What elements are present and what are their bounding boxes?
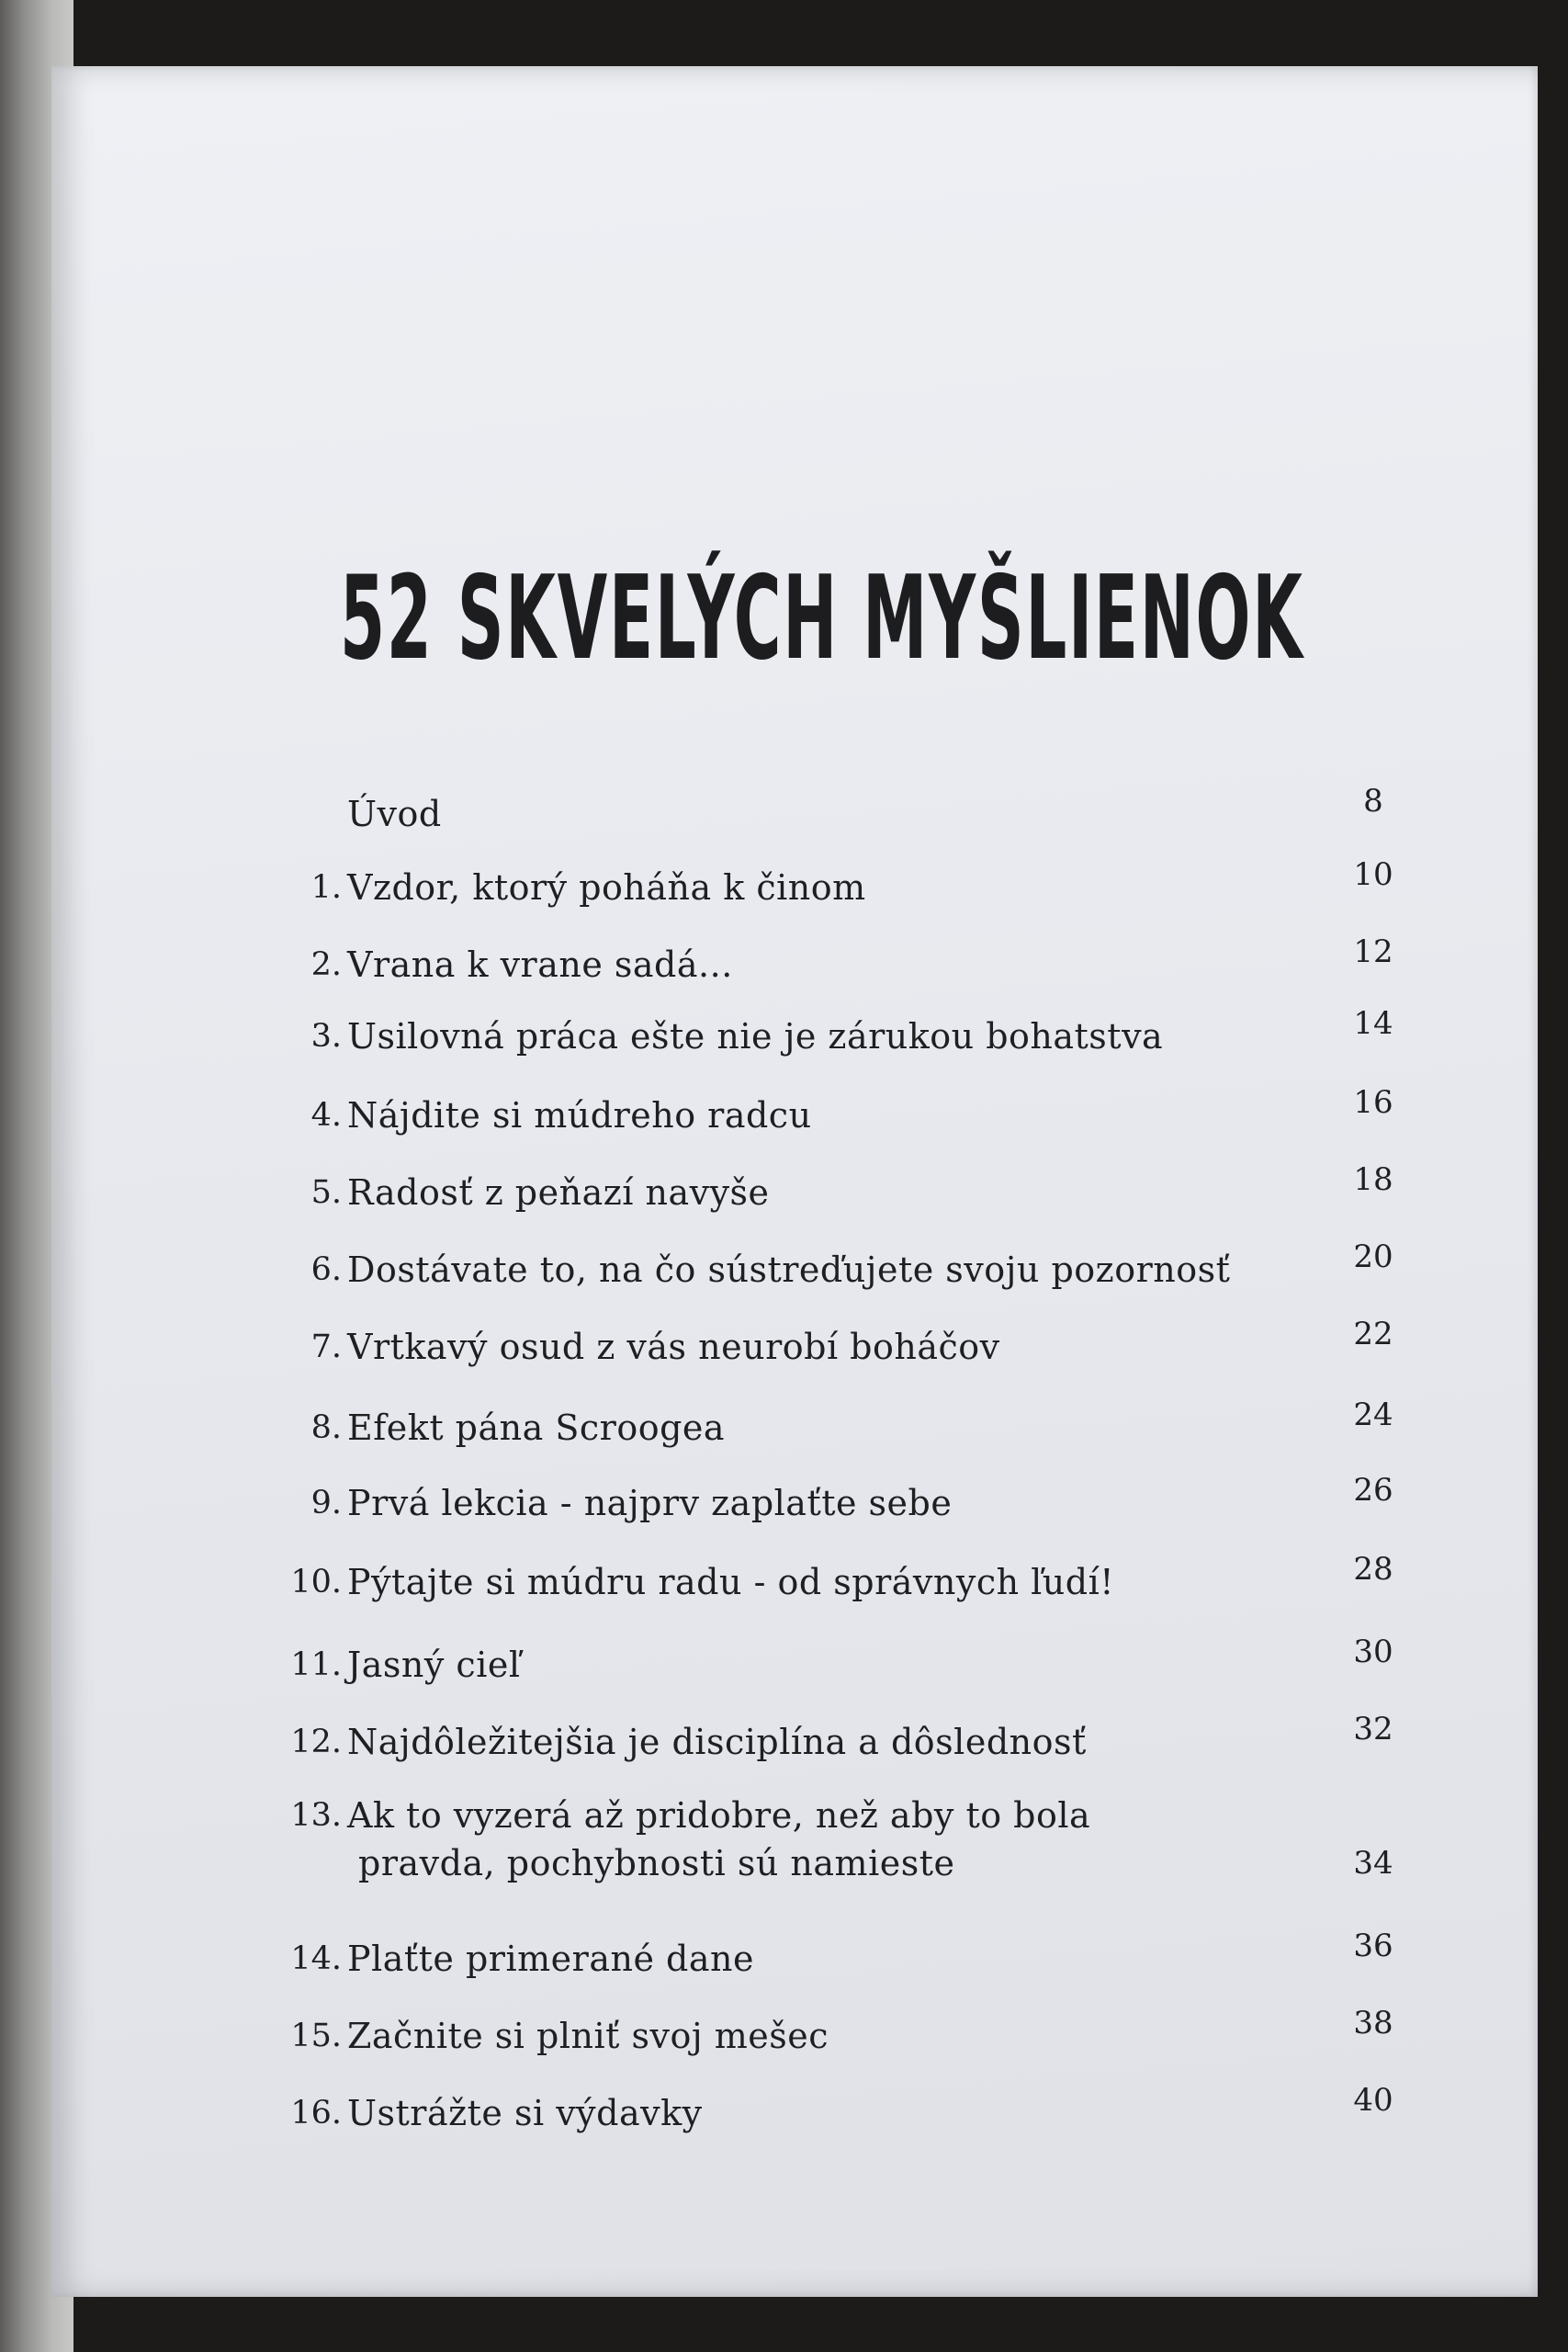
toc-entry [0,1084,1568,1143]
toc-entry [0,783,1568,842]
toc-entry-number: 14. [290,1940,342,1977]
toc-entry [0,1316,1568,1374]
toc-entry [0,933,1568,992]
toc-entry-title: Usilovná práca ešte nie je zárukou bohatstva [347,1016,1164,1057]
toc-entry-page: 12 [1353,933,1393,970]
toc-entry-title: Ustrážte si výdavky [347,2093,703,2133]
toc-entry-page: 38 [1353,2005,1393,2041]
toc-entry [0,856,1568,915]
toc-entry-title: Ak to vyzerá až pridobre, než aby to bola [347,1795,1091,1836]
toc-entry [0,1788,1568,1883]
toc-entry [0,1634,1568,1692]
toc-entry-title: Pýtajte si múdru radu - od správnych ľudí! [347,1562,1115,1602]
toc-entry-number: 9. [310,1485,342,1521]
toc-entry-title: Efekt pána Scroogea [347,1408,726,1448]
toc-entry-title-continued: pravda, pochybnosti sú namieste [358,1843,955,1883]
toc-entry-page: 20 [1353,1238,1393,1275]
toc-entry-number: 12. [290,1724,342,1760]
toc-entry-page: 8 [1363,783,1383,820]
toc-entry [0,1005,1568,1064]
toc-entry-page: 26 [1353,1472,1393,1509]
toc-entry-page: 40 [1353,2082,1393,2119]
toc-entry-title: Radosť z peňazí navyše [347,1172,770,1213]
toc-entry-page: 22 [1353,1316,1393,1352]
toc-entry-page: 28 [1353,1551,1393,1588]
toc-entry-number: 8. [310,1409,342,1446]
toc-entry-page: 36 [1353,1928,1393,1964]
toc-entry-title: Vrana k vrane sadá... [347,944,733,985]
toc-entry-title: Nájdite si múdreho radcu [347,1095,812,1136]
toc-entry-number: 16. [290,2095,342,2132]
toc-entry [0,1472,1568,1531]
toc-entry [0,1238,1568,1297]
toc-entry-title: Plaťte primerané dane [347,1939,754,1979]
toc-entry-number: 6. [310,1251,342,1288]
toc-entry-title: Prvá lekcia - najprv zaplaťte sebe [347,1483,953,1523]
page-title: 52 SKVELÝCH MYŠLIENOK [340,550,1304,685]
toc-entry-title: Dostávate to, na čo sústreďujete svoju pozornosť [347,1250,1231,1290]
toc-entry-page: 34 [1353,1845,1393,1882]
toc-entry-title: Najdôležitejšia je disciplína a dôslednosť [347,1722,1087,1762]
toc-entry [0,1551,1568,1610]
toc-entry [0,2005,1568,2064]
toc-entry-number: 7. [310,1329,342,1365]
toc-entry-page: 24 [1353,1396,1393,1433]
toc-entry-number: 3. [310,1018,342,1055]
toc-entry [0,1928,1568,1986]
toc-entry [0,1161,1568,1220]
toc-entry-title: Začnite si plniť svoj mešec [347,2016,829,2056]
toc-entry-number: 11. [290,1646,342,1683]
toc-entry-number: 15. [290,2018,342,2054]
toc-entry-number: 5. [310,1174,342,1211]
toc-entry-number: 1. [310,869,342,906]
toc-entry-title: Jasný cieľ [347,1645,521,1685]
toc-entry-page: 14 [1353,1005,1393,1042]
toc-entry-number: 13. [290,1797,342,1834]
toc-entry [0,1711,1568,1770]
toc-entry-number: 4. [310,1097,342,1134]
toc-entry-page: 16 [1353,1084,1393,1121]
toc-entry-title: Vzdor, ktorý poháňa k činom [347,867,866,908]
toc-entry-page: 18 [1353,1161,1393,1198]
toc-entry-page: 10 [1353,856,1393,893]
toc-entry-page: 32 [1353,1711,1393,1747]
toc-entry-number: 2. [310,946,342,983]
toc-entry-title: Úvod [347,794,442,834]
toc-entry-number: 10. [290,1564,342,1600]
toc-entry [0,1396,1568,1455]
toc-entry [0,2082,1568,2141]
toc-entry-page: 30 [1353,1634,1393,1670]
toc-entry-title: Vrtkavý osud z vás neurobí boháčov [347,1327,1000,1367]
